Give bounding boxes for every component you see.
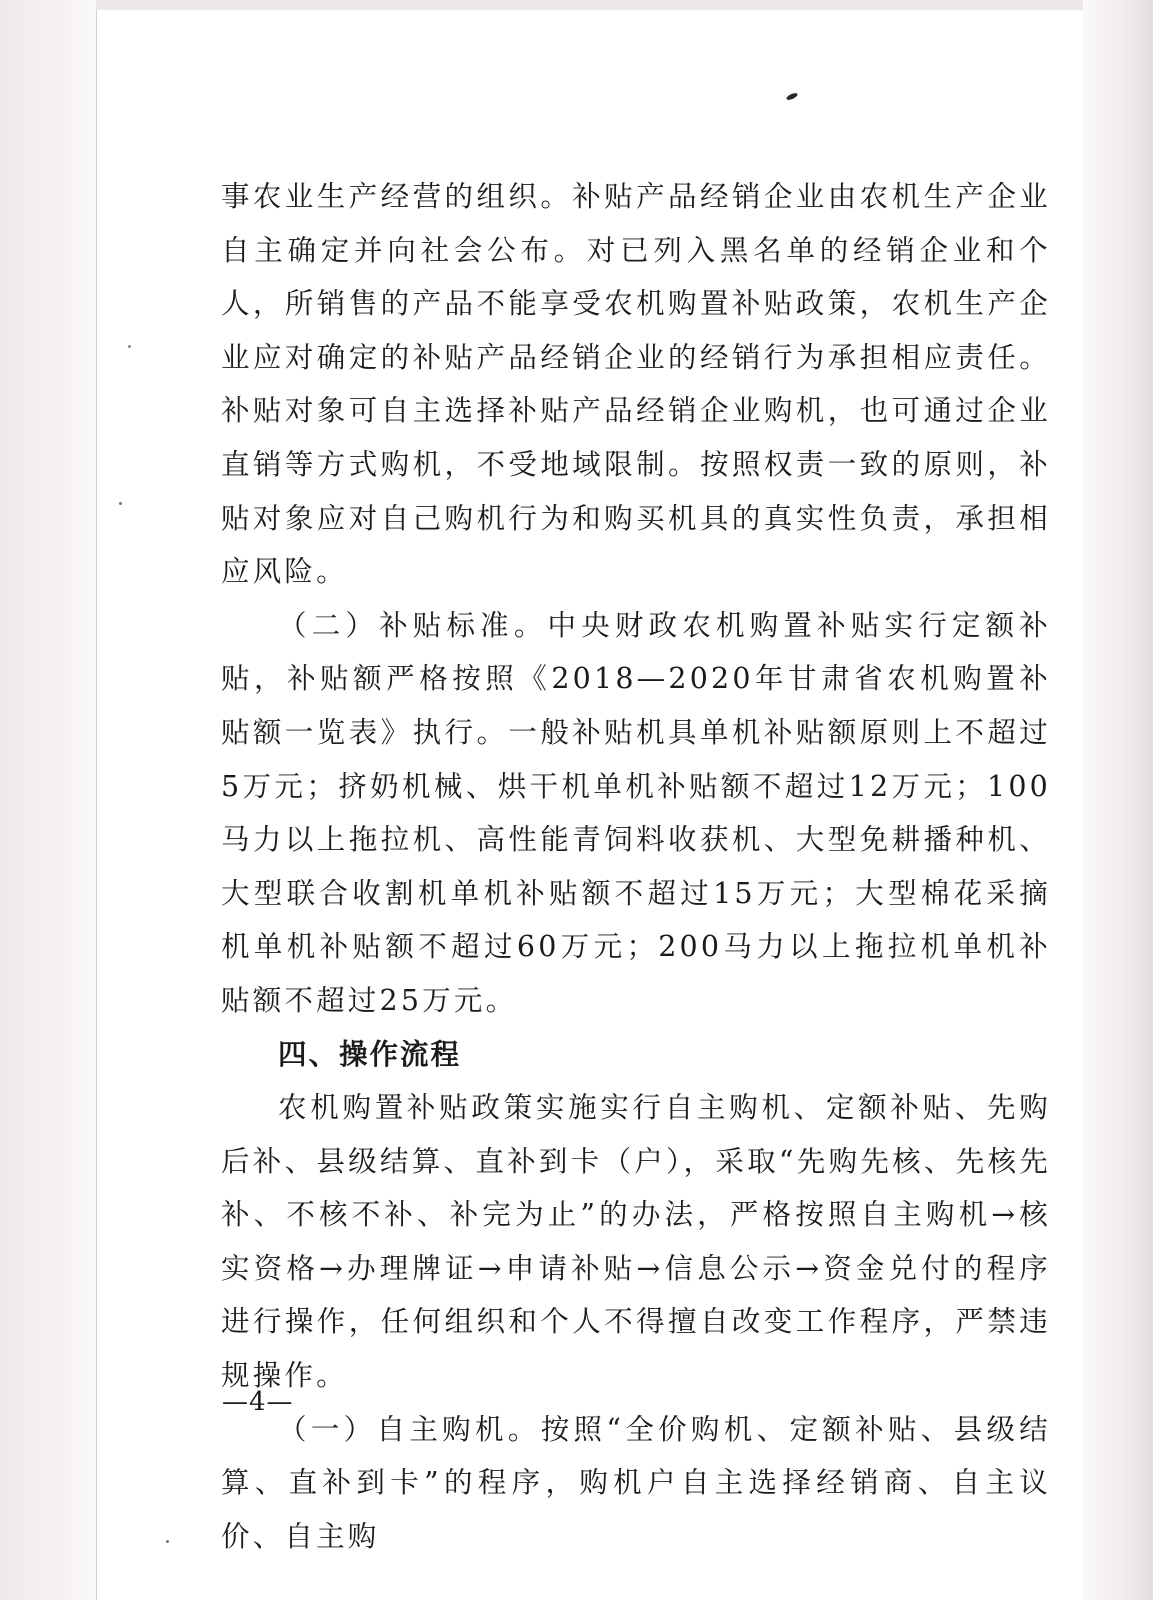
paragraph-self-purchase: （一）自主购机。按照“全价购机、定额补贴、县级结算、直补到卡”的程序，购机户自主选择经销商、自主议价、自主购 [221,1412,1051,1553]
page-number: —4— [222,1387,294,1417]
ink-speck [166,1540,169,1543]
section-heading-operation-process: 四、操作流程 [278,1037,462,1071]
ink-speck [128,345,131,348]
left-page-edge [0,0,97,1600]
right-page-edge [1082,0,1153,1600]
paragraph-operation-process: 农机购置补贴政策实施实行自主购机、定额补贴、先购后补、县级结算、直补到卡（户），采取“先购先核、先核先补、不核不补、补完为止”的办法，严格按照自主购机→核实资格→办理牌证→申请补贴→信息公示→资金兑付的程序进行操作，任何组织和个人不得擅自改变工作程序，严禁违规操作。 [221,1091,1051,1393]
ink-speck [119,502,122,505]
paragraph-continuation: 事农业生产经营的组织。补贴产品经销企业由农机生产企业自主确定并向社会公布。对已列入黑名单的经销企业和个人，所销售的产品不能享受农机购置补贴政策，农机生产企业应对确定的补贴产品经销企业的经销行为承担相应责任。补贴对象可自主选择补贴产品经销企业购机，也可通过企业直销等方式购机，不受地域限制。按照权责一致的原则，补贴对象应对自己购机行为和购买机具的真实性负责，承担相应风险。 [221,180,1051,589]
top-page-edge [96,0,1083,10]
paragraph-subsidy-standard: （二）补贴标准。中央财政农机购置补贴实行定额补贴，补贴额严格按照《2018—2020年甘肃省农机购置补贴额一览表》执行。一般补贴机具单机补贴额原则上不超过5万元；挤奶机械、烘干机单机补贴额不超过12万元；100马力以上拖拉机、高性能青饲料收获机、大型免耕播种机、大型联合收割机单机补贴额不超过15万元；大型棉花采摘机单机补贴额不超过60万元；200马力以上拖拉机单机补贴额不超过25万元。 [221,608,1051,1017]
document-body [221,170,1051,1563]
